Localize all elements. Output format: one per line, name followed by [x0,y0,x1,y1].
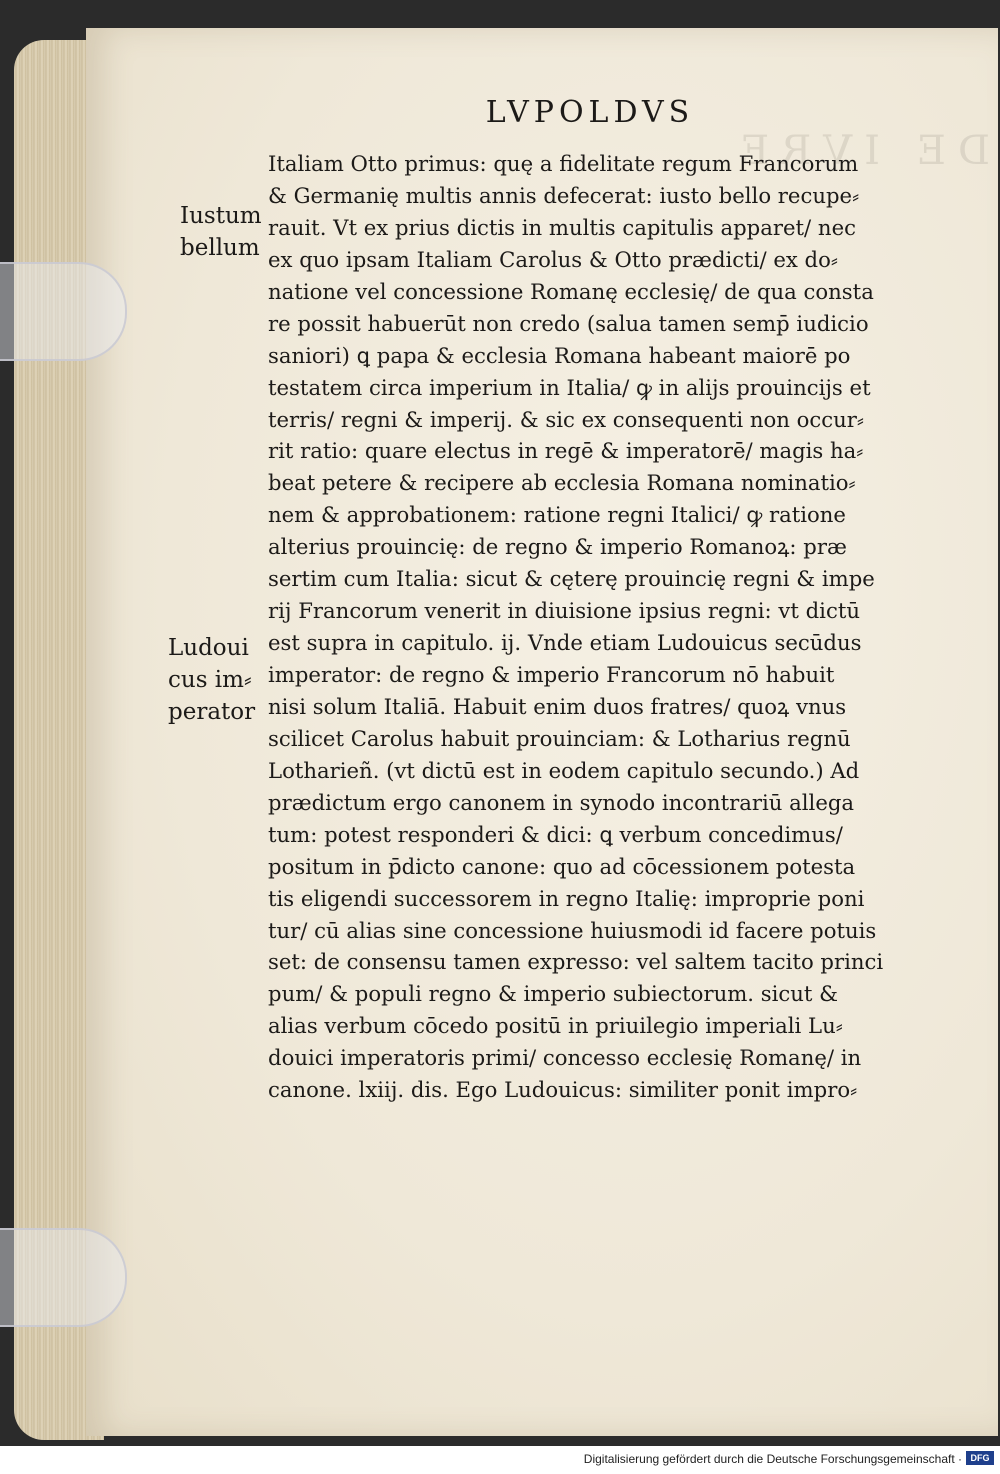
running-head: LVPOLDVS [485,95,695,130]
marginal-note-iustum-bellum [180,200,262,264]
text-line: set: de consensu tamen expresso: vel saltem tacito princi [268,949,884,975]
text-line: scilicet Carolus habuit prouinciam: & Lotharius regnū [268,725,851,751]
dfg-logo: DFG [966,1451,994,1465]
text-line: rij Francorum venerit in diuisione ipsius regni: vt dictū [268,598,860,624]
show-through-heading: DE IVRE [728,128,990,174]
text-line: nem & approbationem: ratione regni Italici/ ꝙ ratione [268,502,846,528]
text-line: ex quo ipsam Italiam Carolus & Otto prædicti/ ex do⸗ [268,246,838,272]
text-line: tum: potest responderi & dici: ꝗ verbum concedimus/ [268,821,843,847]
text-line: terris/ regni & imperij. & sic ex consequenti non occur⸗ [268,406,864,432]
page-clip-top [0,262,127,361]
text-line: rit ratio: quare electus in regē & imperatorē/ magis ha⸗ [268,438,864,464]
funding-notice: Digitalisierung gefördert durch die Deutsche Forschungsgemeinschaft · [583,1452,962,1466]
text-line: prædictum ergo canonem in synodo incontrariū allega [268,789,855,815]
text-line: beat petere & recipere ab ecclesia Romana nominatio⸗ [268,470,856,496]
text-line: tur/ cū alias sine concessione huiusmodi id facere potuis [268,917,877,943]
page-clip-bottom [0,1228,127,1327]
text-line: Italiam Otto primus: quę a fidelitate regum Francorum [268,151,859,176]
marginal-line: perator [168,699,256,725]
text-line: imperator: de regno & imperio Francorum nō habuit [268,662,835,687]
text-line: natione vel concessione Romanę ecclesię/ de qua consta [268,278,874,304]
text-line: tis eligendi successorem in regno Italię: improprie poni [268,885,865,911]
text-line: alterius prouincię: de regno & imperio Romanoꝝ: præ [268,534,847,560]
text-line: est supra in capitulo. ij. Vnde etiam Ludouicus secūdus [268,630,862,656]
marginal-line: Ludoui [168,635,249,661]
text-line: nisi solum Italiā. Habuit enim duos fratres/ quoꝝ vnus [268,693,847,719]
text-line: saniori) ꝗ papa & ecclesia Romana habeant maiorē po [268,342,851,368]
text-line: & Germanię multis annis defecerat: iusto bello recupe⸗ [268,182,860,208]
marginal-line: cus im⸗ [168,667,252,693]
text-line: alias verbum cōcedo positū in priuilegio imperiali Lu⸗ [268,1013,843,1039]
marginal-line: Iustum [180,203,262,229]
text-line: canone. lxiij. dis. Ego Ludouicus: similiter ponit impro⸗ [268,1077,858,1103]
footer-bar [0,1446,1000,1474]
text-line: sertim cum Italia: sicut & cęterę prouincię regni & impe [268,566,875,592]
main-text-block [268,148,908,1106]
text-line: douici imperatoris primi/ concesso ecclesię Romanę/ in [268,1045,862,1071]
text-line: Lotharieñ. (vt dictū est in eodem capitulo secundo.) Ad [268,757,860,783]
marginal-note-ludouicus-imperator [168,632,255,728]
text-line: positum in p̄dicto canone: quo ad cōcessionem potesta [268,853,856,879]
marginal-line: bellum [180,235,260,261]
text-line: re possit habuerūt non credo (salua tamen semp̄ iudicio [268,310,869,336]
text-line: rauit. Vt ex prius dictis in multis capitulis apparet/ nec [268,214,856,240]
text-line: pum/ & populi regno & imperio subiectorum. sicut & [268,981,839,1007]
text-line: testatem circa imperium in Italia/ ꝙ in alijs prouincijs et [268,374,871,400]
